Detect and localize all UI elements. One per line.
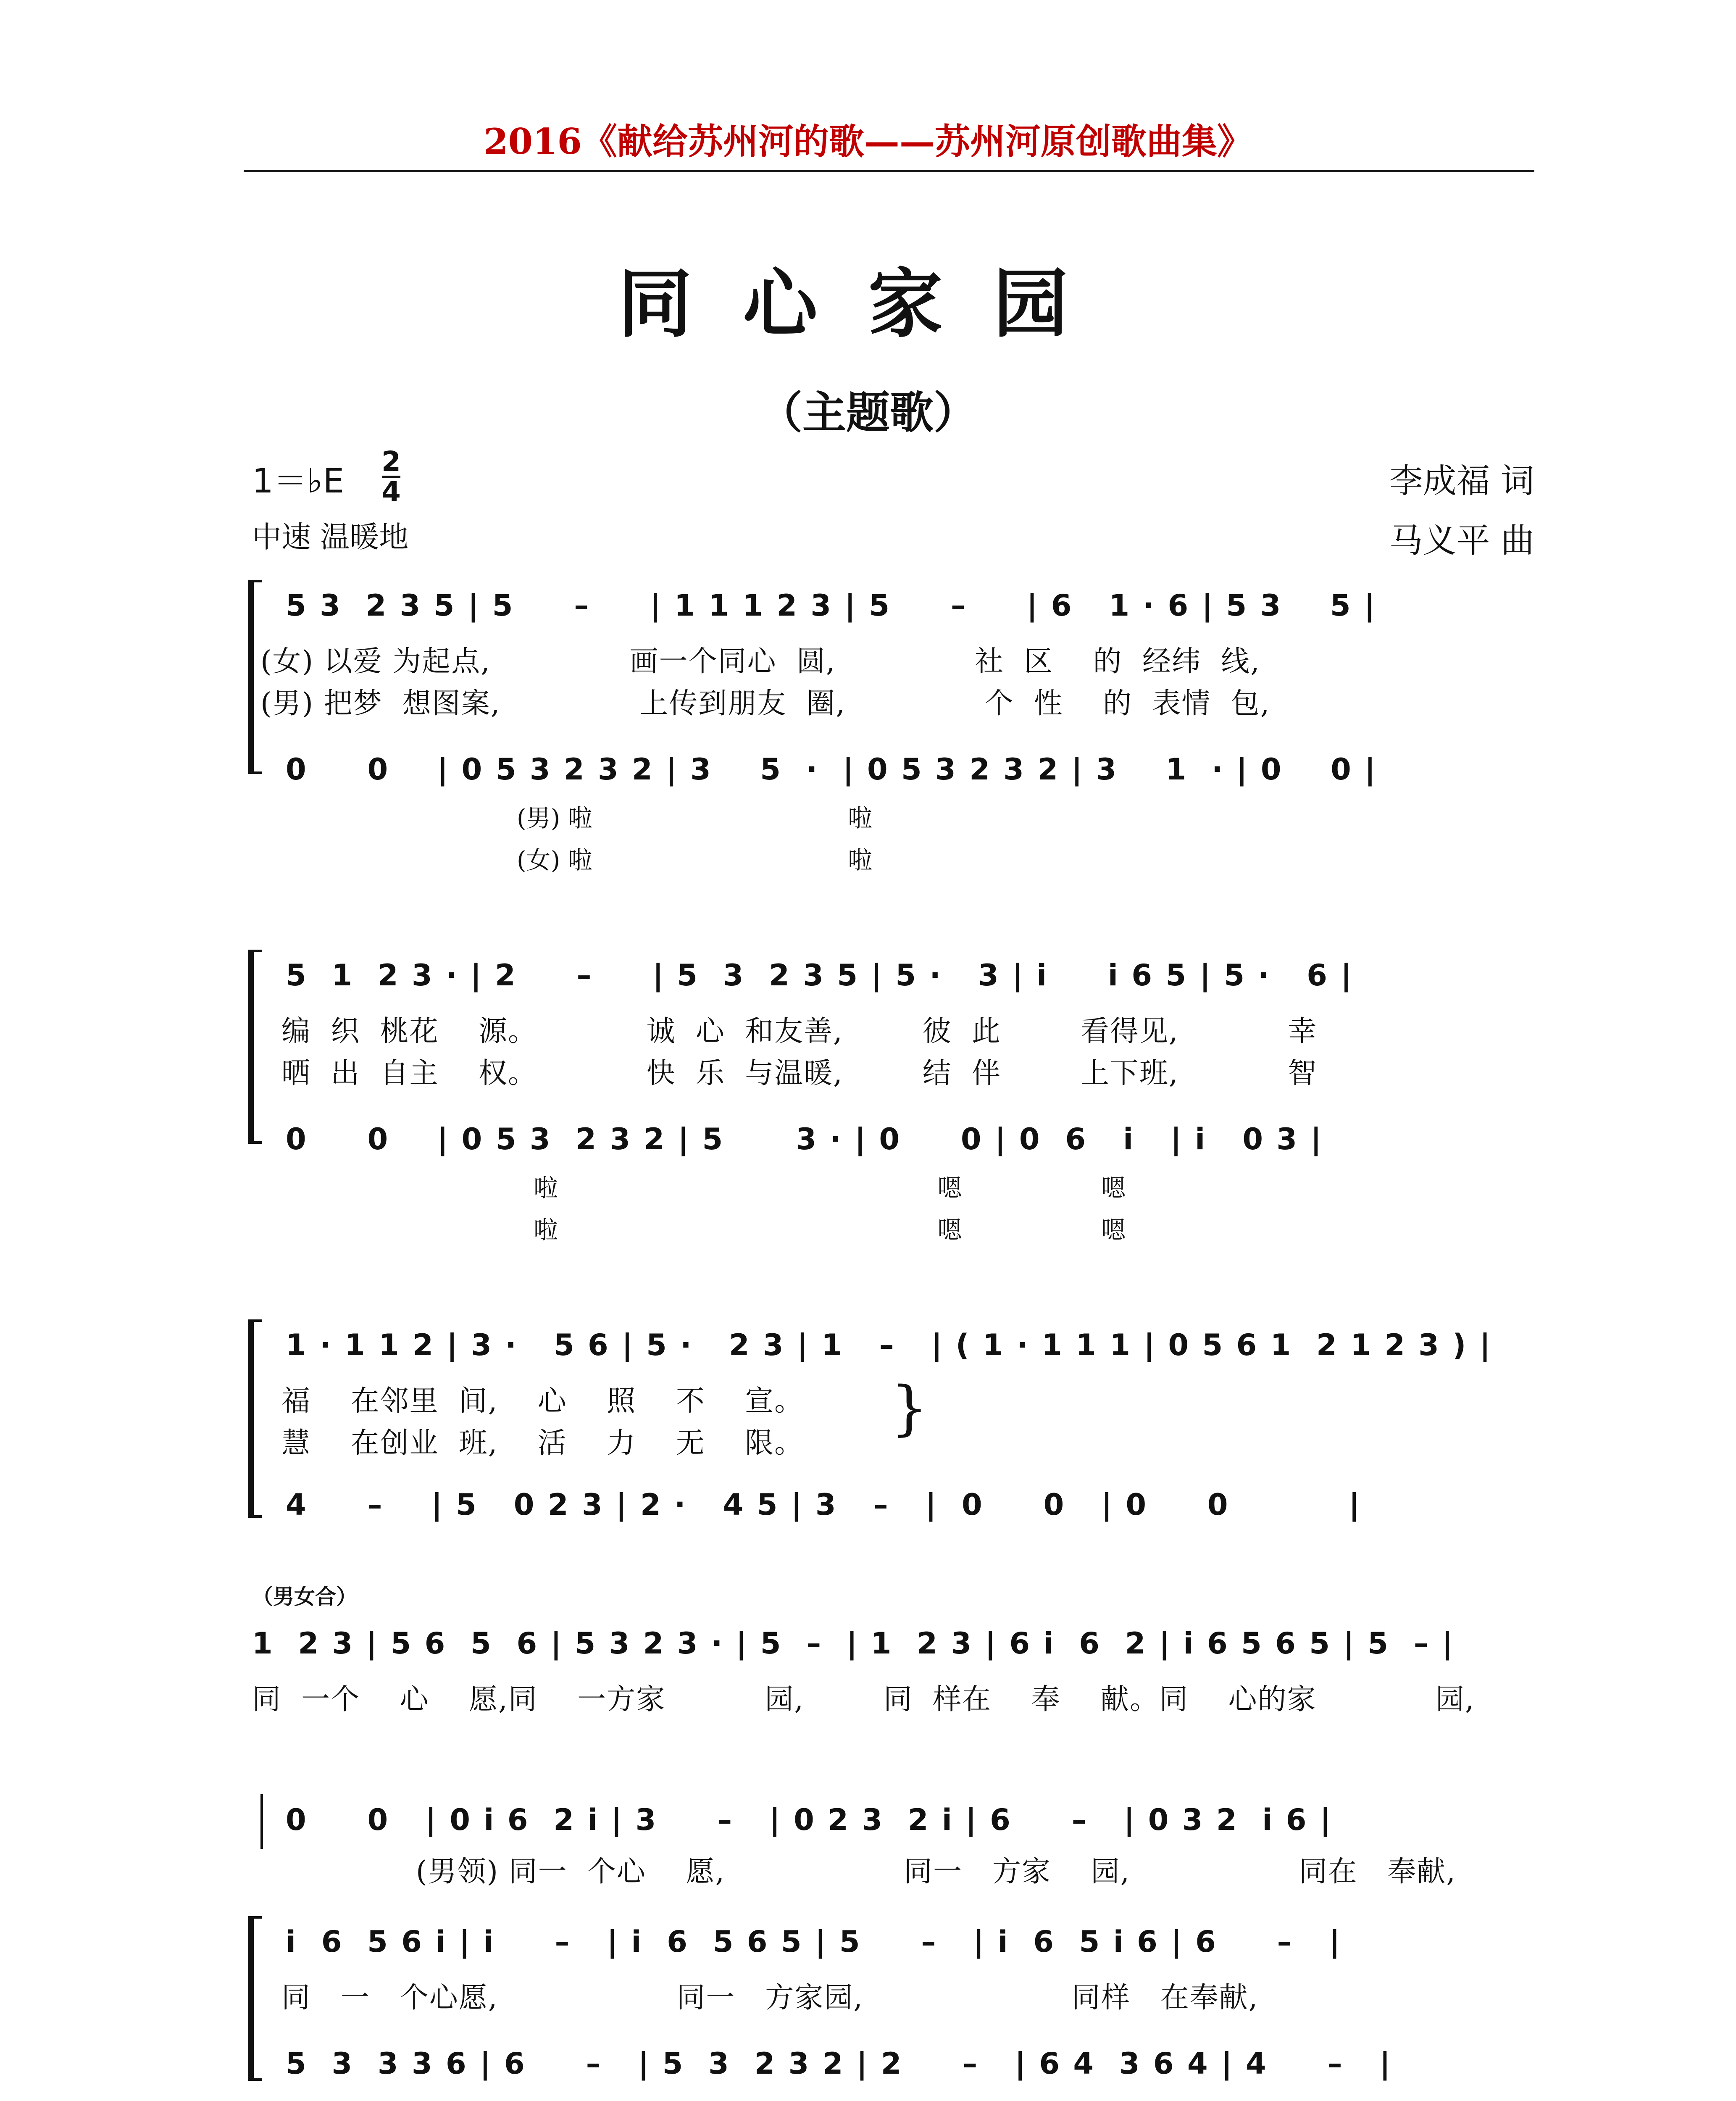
system-2-part-1: 啦 嗯 嗯 [534,1174,1126,1202]
chorus-label: （男女合） [252,1584,357,1609]
solo-notes: 0 0 | 0 i 6 2 i | 3 – | 0 2 3 2 i | 6 – | 0 3 2 i 6 | [286,1803,1333,1837]
system-3-lyrics-2: 慧 在创业 班, 活 力 无 限。 [281,1427,804,1460]
system-3-lyrics-1: 福 在邻里 间, 心 照 不 宣。 [281,1385,804,1418]
system-1-lower-notes: 0 0 | 0 5 3 2 3 2 | 3 5 · | 0 5 3 2 3 2 | 3 1 · | 0 0 | [286,752,1377,787]
system-2-lyrics-2: 晒 出 自主 权。 快 乐 与温暖, 结 伴 上下班, 智 [281,1057,1318,1090]
system-2-lyrics-1: 编 织 桃花 源。 诚 心 和友善, 彼 此 看得见, 幸 [281,1015,1318,1048]
lyricist-credit: 李成福 词 [1389,461,1534,500]
chorus-melody-notes: 1 2 3 | 5 6 5 6 | 5 3 2 3 · | 5 – | 1 2 3 | 6 i 6 2 | i 6 5 6 5 | 5 – | [252,1626,1455,1661]
collection-header: 2016《献给苏州河的歌——苏州河原创歌曲集》 [484,121,1252,162]
solo-lyrics: (男领) 同一 个心 愿, 同一 方家 园, 同在 奉献, [416,1855,1456,1888]
system-1-upper-notes: 5 3 2 3 5 | 5 – | 1 1 1 2 3 | 5 – | 6 1 · 6 | 5 3 5 | [286,588,1377,623]
time-signature-bottom: 4 [381,476,401,508]
system-1-brace [248,580,262,774]
key-signature: 1＝♭E [252,461,345,500]
time-signature-top: 2 [381,445,401,478]
system-1-lyrics-2: (男) 把梦 想图案, 上传到朋友 圈, 个 性 的 表情 包, [260,687,1270,720]
system-3-lower-notes: 4 – | 5 0 2 3 | 2 · 4 5 | 3 – | 0 0 | 0 0 | [286,1488,1361,1522]
system-5-upper-notes: i 6 5 6 i | i – | i 6 5 6 5 | 5 – | i 6 5 i 6 | 6 – | [286,1925,1342,1959]
song-subtitle: （主题歌） [758,387,977,438]
system-2-part-2: 啦 嗯 嗯 [534,1216,1126,1244]
system-3-upper-notes: 1 · 1 1 2 | 3 · 5 6 | 5 · 2 3 | 1 – | ( 1 · 1 1 1 | 0 5 6 1 2 1 2 3 ) | [286,1328,1492,1362]
composer-credit: 马义平 曲 [1389,521,1534,560]
system-5-upper-lyrics: 同 一 个心愿, 同一 方家园, 同样 在奉献, [281,1981,1259,2014]
system-5-solo-barline [260,1794,263,1849]
system-2-brace [248,950,262,1144]
system-1-part-1: (男) 啦 啦 [517,804,873,832]
time-signature [381,445,401,508]
system-5-brace [248,1916,262,2081]
system-1-lyrics-1: (女) 以爱 为起点, 画一个同心 圆, 社 区 的 经纬 线, [260,645,1260,678]
system-5-lower-notes: 5 3 3 3 6 | 6 – | 5 3 2 3 2 | 2 – | 6 4 3 6 4 | 4 – | [286,2046,1392,2081]
song-title: 同心家园 [618,260,1118,348]
header-rule [244,170,1534,172]
system-2-lower-notes: 0 0 | 0 5 3 2 3 2 | 5 3 · | 0 0 | 0 6 i | i 0 3 | [286,1122,1323,1156]
tempo-marking: 中速 温暖地 [252,520,409,554]
chorus-melody-lyrics: 同 一个 心 愿,同 一方家 园, 同 样在 奉 献。同 心的家 园, [252,1683,1475,1716]
system-1-part-2: (女) 啦 啦 [517,846,873,874]
system-3-brace [248,1319,262,1518]
system-2-upper-notes: 5 1 2 3 · | 2 – | 5 3 2 3 5 | 5 · 3 | i i 6 5 | 5 · 6 | [286,958,1353,993]
verse-brace-glyph: } [891,1374,928,1443]
